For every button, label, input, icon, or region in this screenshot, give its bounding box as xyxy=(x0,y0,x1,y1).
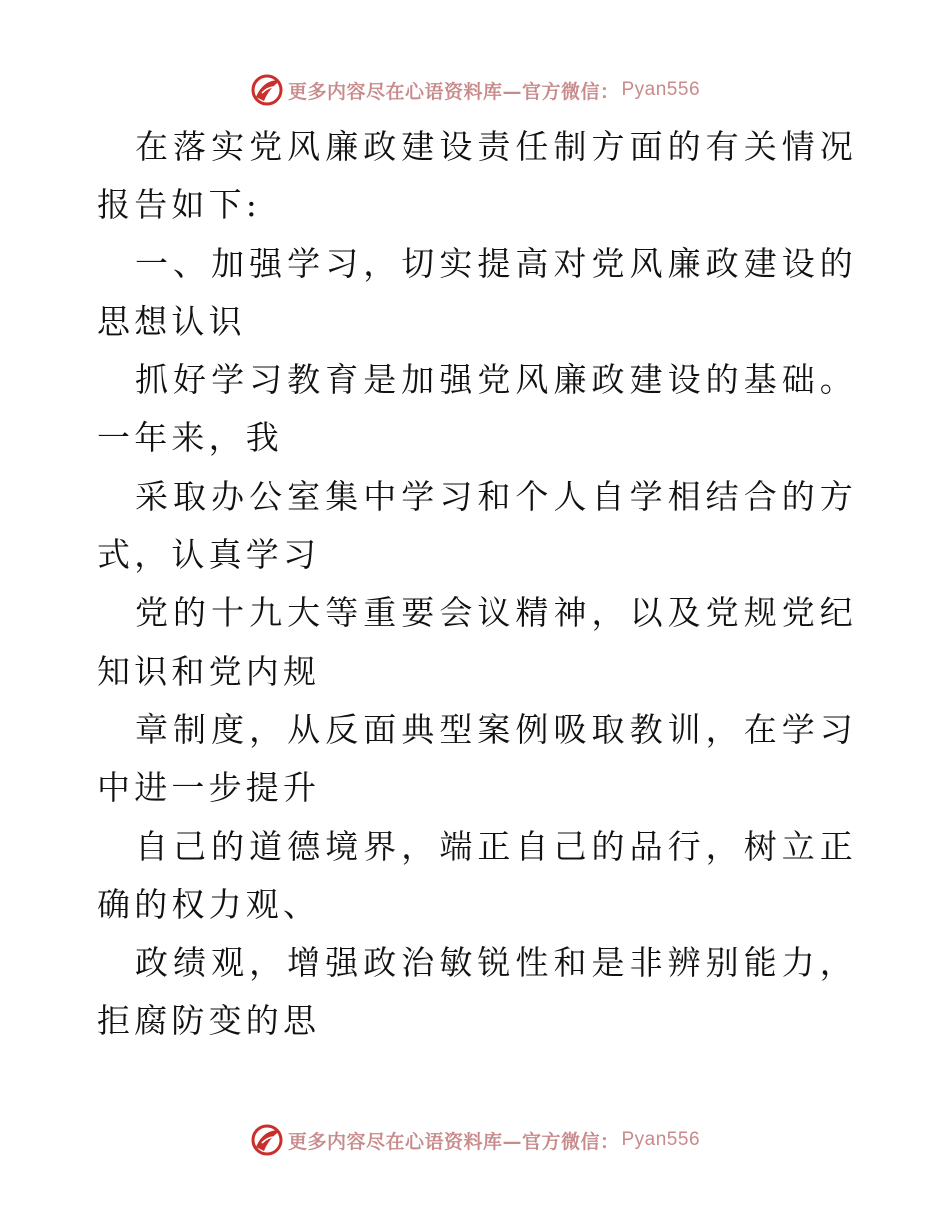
header-watermark xyxy=(0,72,950,108)
banner-text: 更多内容尽在心语资料库—官方微信： xyxy=(287,80,620,103)
wechat-id: Pyan556 xyxy=(621,1129,701,1150)
paragraph: 在落实党风廉政建设责任制方面的有关情况报告如下: xyxy=(97,127,857,225)
document-body xyxy=(97,118,857,1051)
footer-watermark xyxy=(0,1122,950,1158)
banner-text: 更多内容尽在心语资料库—官方微信： xyxy=(287,1130,620,1153)
brush-logo-icon xyxy=(250,1123,284,1157)
brush-logo-icon xyxy=(250,73,284,107)
paragraph: 政绩观，增强政治敏锐性和是非辨别能力，拒腐防变的思 xyxy=(97,943,857,1041)
paragraph: 采取办公室集中学习和个人自学相结合的方式，认真学习 xyxy=(97,476,857,575)
paragraph: 自己的道德境界，端正自己的品行，树立正确的权力观、 xyxy=(97,826,857,924)
section-heading: 一、加强学习，切实提高对党风廉政建设的思想认识 xyxy=(97,243,857,341)
paragraph: 党的十九大等重要会议精神，以及党规党纪知识和党内规 xyxy=(97,593,857,691)
paragraph: 抓好学习教育是加强党风廉政建设的基础。一年来，我 xyxy=(97,360,857,458)
wechat-id: Pyan556 xyxy=(621,79,701,100)
paragraph: 章制度，从反面典型案例吸取教训，在学习中进一步提升 xyxy=(97,709,857,808)
